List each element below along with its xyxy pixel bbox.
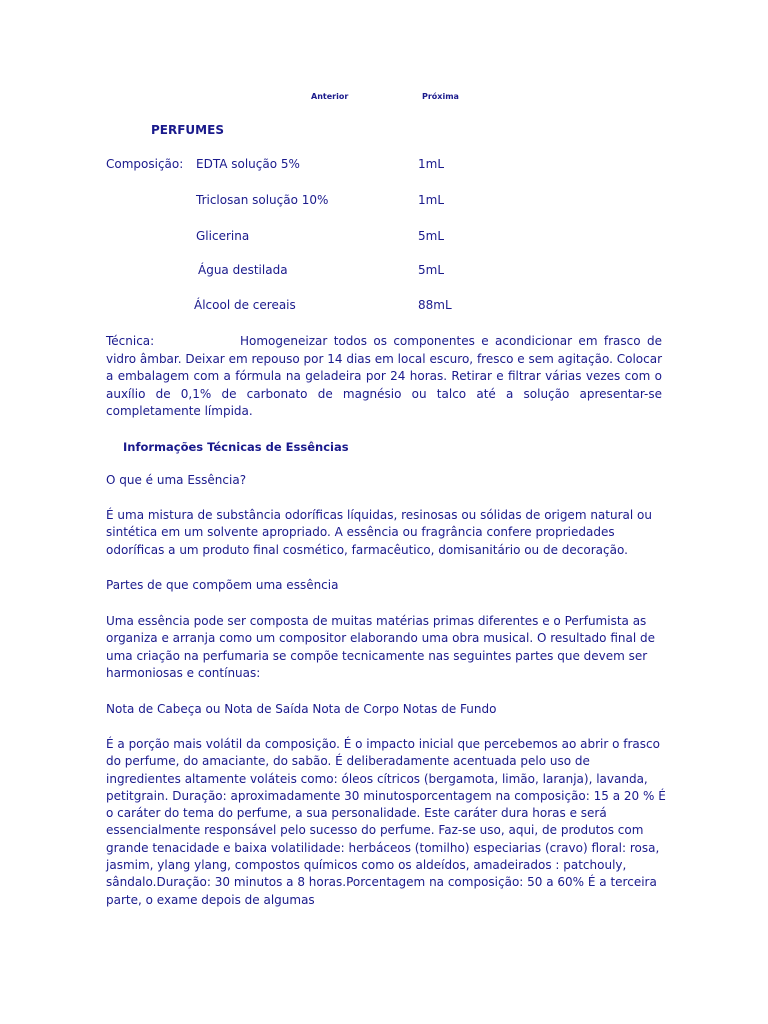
- technique-text: Homogeneizar todos os componentes e acondicionar em frasco de vidro âmbar. Deixar em repouso por 14 dias em local escuro, fresco e sem agitação. Colocar a embalagem com a fórmula na geladeira por 24 horas. Retirar e filtrar várias vezes com o auxílio de 0,1% de carbonato de magnésio ou talco até a solução apresentar-se completamente límpida.: [106, 334, 662, 418]
- ingredient-quantity: 5mL: [418, 263, 445, 277]
- technique-paragraph: [106, 333, 662, 421]
- ingredient-name: Triclosan solução 10%: [196, 193, 329, 207]
- notes-heading: Nota de Cabeça ou Nota de Saída Nota de Corpo Notas de Fundo: [106, 702, 497, 716]
- ingredient-quantity: 5mL: [418, 229, 445, 243]
- technique-label: Técnica:: [106, 334, 155, 348]
- ingredient-name: EDTA solução 5%: [196, 157, 300, 171]
- previous-page-link[interactable]: Anterior: [311, 92, 349, 101]
- composition-paragraph: Uma essência pode ser composta de muitas matérias primas diferentes e o Perfumista as organiza e arranja como um compositor elaborando uma obra musical. O resultado final de uma criação na perfumaria se compõe tecnicamente nas seguintes partes que devem ser harmoniosas e contínuas:: [106, 614, 655, 680]
- ingredient-quantity: 1mL: [418, 193, 445, 207]
- question-heading: O que é uma Essência?: [106, 473, 247, 487]
- ingredient-name: Água destilada: [198, 263, 288, 277]
- next-page-link[interactable]: Próxima: [422, 92, 459, 101]
- section-heading: Informações Técnicas de Essências: [123, 440, 349, 454]
- composition-label: Composição:: [106, 157, 184, 171]
- essence-parts-heading: Partes de que compõem uma essência: [106, 578, 339, 592]
- ingredient-name: Álcool de cereais: [194, 298, 296, 312]
- ingredient-quantity: 88mL: [418, 298, 452, 312]
- essence-definition-paragraph: É uma mistura de substância odoríficas líquidas, resinosas ou sólidas de origem natural ou sintética em um solvente apropriado. A essência ou fragrância confere propriedades odoríficas a um produto final cosmético, farmacêutico, domisanitário ou de decoração.: [106, 508, 652, 557]
- page-title: PERFUMES: [151, 123, 224, 137]
- ingredient-name: Glicerina: [196, 229, 250, 243]
- notes-description-paragraph: É a porção mais volátil da composição. É o impacto inicial que percebemos ao abrir o frasco do perfume, do amaciante, do sabão. É deliberadamente acentuada pelo uso de ingredientes altamente voláteis como: óleos cítricos (bergamota, limão, laranja), lavanda, petitgrain. Duração: aproximadamente 30 minutosporcentagem na composição: 15 a 20 % É o caráter do tema do perfume, a sua personalidade. Este caráter dura horas e será essencialmente responsável pelo sucesso do perfume. Faz-se uso, aqui, de produtos com grande tenacidade e baixa volatilidade: herbáceos (tomilho) especiarias (cravo) floral: rosa, jasmim, ylang ylang, compostos químicos como os aldeídos, amadeirados : patchouly, sândalo.Duração: 30 minutos a 8 horas.Porcentagem na composição: 50 a 60% É a terceira parte, o exame depois de algumas: [106, 737, 666, 907]
- ingredient-quantity: 1mL: [418, 157, 445, 171]
